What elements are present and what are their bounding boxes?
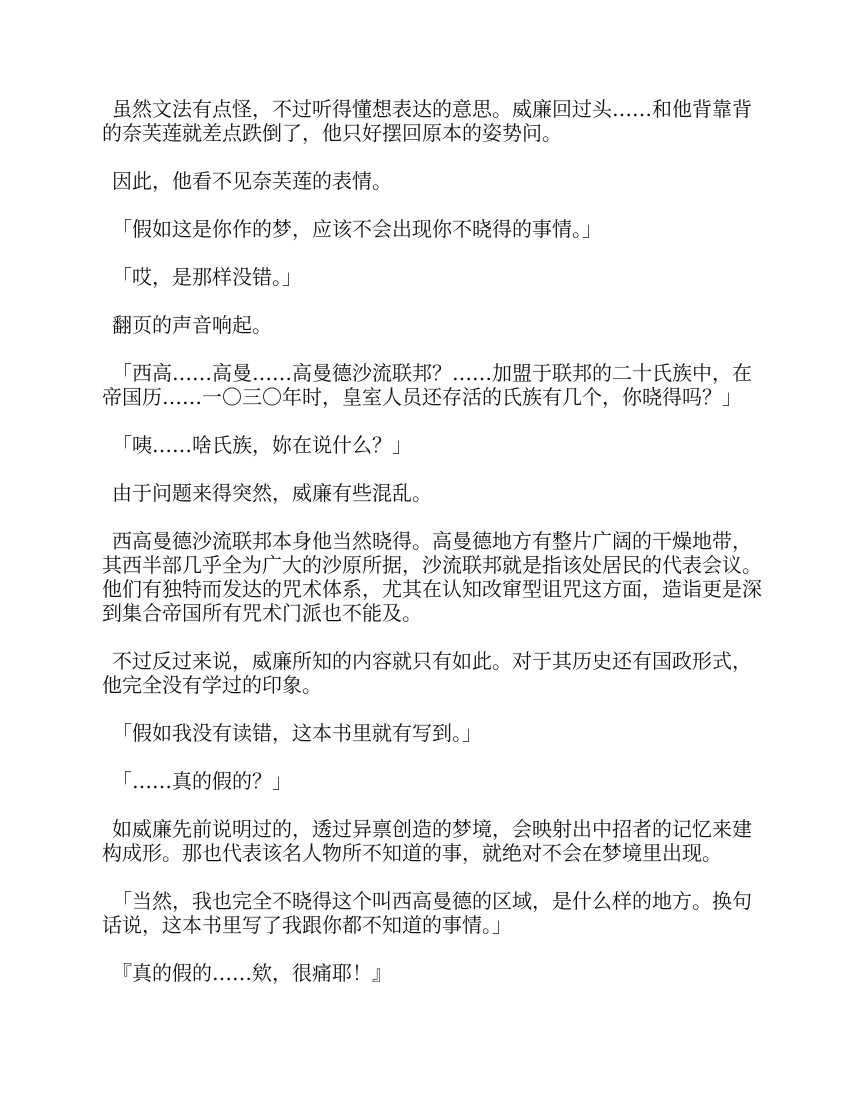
paragraph: 翻页的声音响起。 bbox=[112, 313, 272, 337]
paragraph: 「哎，是那样没错。」 bbox=[112, 265, 302, 289]
paragraph: 不过反过来说，威廉所知的内容就只有如此。对于其历史还有国政形式，他完全没有学过的印象。 bbox=[102, 649, 752, 697]
paragraph: 因此，他看不见奈芙莲的表情。 bbox=[112, 169, 392, 193]
paragraph: 「当然，我也完全不晓得这个叫西高曼德的区域，是什么样的地方。换句话说，这本书里写了我跟你都不知道的事情。」 bbox=[102, 889, 752, 937]
paragraph: 『真的假的……欸，很痛耶！』 bbox=[112, 961, 392, 985]
paragraph: 「……真的假的？」 bbox=[112, 769, 292, 793]
paragraph: 由于问题来得突然，威廉有些混乱。 bbox=[112, 481, 432, 505]
paragraph: 「假如这是你作的梦，应该不会出现你不晓得的事情。」 bbox=[112, 217, 602, 241]
document-page bbox=[102, 97, 762, 1009]
paragraph: 西高曼德沙流联邦本身他当然晓得。高曼德地方有整片广阔的干燥地带，其西半部几乎全为广大的沙原所据，沙流联邦就是指该处居民的代表会议。他们有独特而发达的咒术体系，尤其在认知改窜型诅咒这方面，造诣更是深到集合帝国所有咒术门派也不能及。 bbox=[102, 529, 762, 625]
paragraph: 「假如我没有读错，这本书里就有写到。」 bbox=[112, 721, 482, 745]
paragraph: 「咦……啥氏族，妳在说什么？」 bbox=[112, 433, 412, 457]
paragraph: 如威廉先前说明过的，透过异禀创造的梦境，会映射出中招者的记忆来建构成形。那也代表该名人物所不知道的事，就绝对不会在梦境里出现。 bbox=[102, 817, 752, 865]
paragraph: 「西高……高曼……高曼德沙流联邦？……加盟于联邦的二十氏族中，在帝国历……一〇三〇年时，皇室人员还存活的氏族有几个，你晓得吗？」 bbox=[102, 361, 752, 409]
paragraph: 虽然文法有点怪，不过听得懂想表达的意思。威廉回过头……和他背靠背的奈芙莲就差点跌倒了，他只好摆回原本的姿势问。 bbox=[102, 97, 752, 145]
